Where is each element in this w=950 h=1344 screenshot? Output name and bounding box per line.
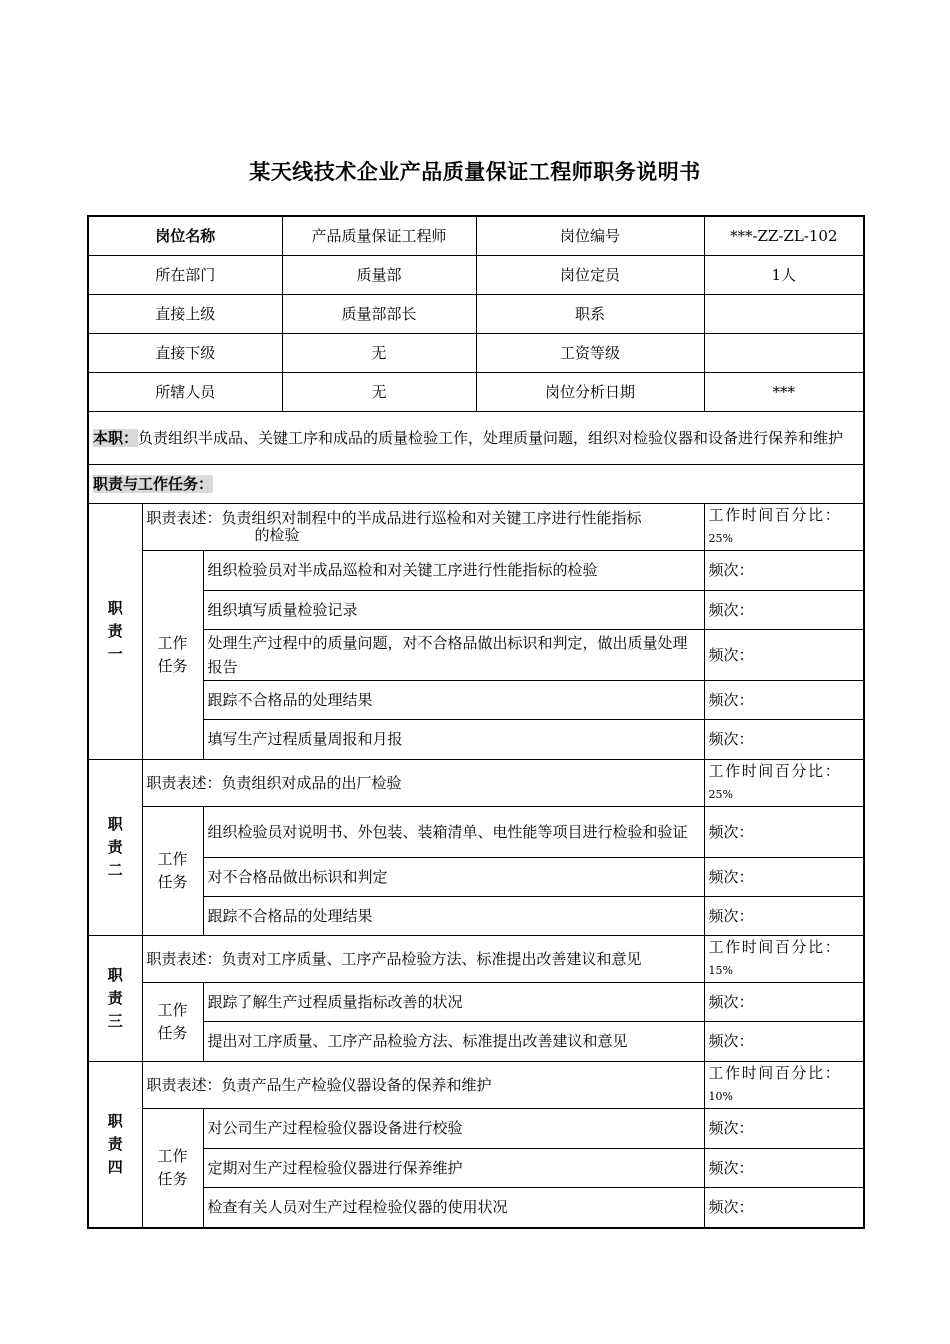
task-row — [88, 858, 864, 897]
info-label: 岗位编号 — [476, 216, 704, 256]
task-text: 提出对工序质量、工序产品检验方法、标准提出改善建议和意见 — [203, 1022, 704, 1062]
duty-name: 职 责 二 — [88, 760, 142, 936]
task-text: 跟踪不合格品的处理结果 — [203, 681, 704, 720]
frequency-cell: 频次： — [704, 1109, 864, 1149]
duty-name: 职 责 四 — [88, 1062, 142, 1228]
work-task-label: 工作 任务 — [142, 807, 203, 936]
section-header-cell — [88, 465, 864, 504]
info-value: 无 — [282, 373, 476, 412]
task-text: 对不合格品做出标识和判定 — [203, 858, 704, 897]
time-percent: 工作时间百分比： 15% — [704, 936, 864, 983]
info-row — [88, 373, 864, 412]
info-value: 质量部 — [282, 256, 476, 295]
task-row — [88, 630, 864, 681]
task-text: 跟踪了解生产过程质量指标改善的状况 — [203, 983, 704, 1022]
duty-desc-row — [88, 504, 864, 551]
frequency-cell: 频次： — [704, 681, 864, 720]
duty-description: 职责表述：负责组织对制程中的半成品进行巡检和对关键工序进行性能指标 的检验 — [142, 504, 704, 551]
time-percent: 工作时间百分比： 10% — [704, 1062, 864, 1109]
frequency-cell: 频次： — [704, 720, 864, 760]
info-label: 所辖人员 — [88, 373, 282, 412]
task-row — [88, 807, 864, 858]
info-row — [88, 334, 864, 373]
duty-description: 职责表述：负责对工序质量、工序产品检验方法、标准提出改善建议和意见 — [142, 936, 704, 983]
job-description-table — [87, 215, 865, 1229]
duty-desc-row — [88, 1062, 864, 1109]
frequency-cell: 频次： — [704, 858, 864, 897]
time-percent: 工作时间百分比： 25% — [704, 760, 864, 807]
info-label: 所在部门 — [88, 256, 282, 295]
task-row — [88, 591, 864, 630]
frequency-cell: 频次： — [704, 1188, 864, 1228]
info-value: *** — [704, 373, 864, 412]
frequency-cell: 频次： — [704, 807, 864, 858]
frequency-cell: 频次： — [704, 1022, 864, 1062]
info-label: 岗位定员 — [476, 256, 704, 295]
work-task-label: 工作 任务 — [142, 551, 203, 760]
task-text: 组织填写质量检验记录 — [203, 591, 704, 630]
section-label: 职责与工作任务： — [93, 474, 214, 493]
frequency-cell: 频次： — [704, 551, 864, 591]
info-value: 无 — [282, 334, 476, 373]
duty-desc-row — [88, 936, 864, 983]
summary-cell — [88, 412, 864, 465]
task-row — [88, 720, 864, 760]
task-row — [88, 897, 864, 936]
info-label: 岗位分析日期 — [476, 373, 704, 412]
task-row — [88, 1109, 864, 1149]
task-text: 检查有关人员对生产过程检验仪器的使用状况 — [203, 1188, 704, 1228]
duty-description: 职责表述：负责组织对成品的出厂检验 — [142, 760, 704, 807]
work-task-label: 工作 任务 — [142, 1109, 203, 1228]
info-row — [88, 256, 864, 295]
info-value — [704, 334, 864, 373]
frequency-cell: 频次： — [704, 983, 864, 1022]
info-value: 质量部部长 — [282, 295, 476, 334]
task-text: 定期对生产过程检验仪器进行保养维护 — [203, 1149, 704, 1188]
task-text: 填写生产过程质量周报和月报 — [203, 720, 704, 760]
info-value: 产品质量保证工程师 — [282, 216, 476, 256]
duty-name: 职 责 三 — [88, 936, 142, 1062]
summary-label: 本职： — [93, 429, 139, 447]
section-header-row — [88, 465, 864, 504]
info-label: 直接下级 — [88, 334, 282, 373]
task-text: 组织检验员对说明书、外包装、装箱清单、电性能等项目进行检验和验证 — [203, 807, 704, 858]
task-row — [88, 983, 864, 1022]
task-row — [88, 551, 864, 591]
task-text: 跟踪不合格品的处理结果 — [203, 897, 704, 936]
time-percent: 工作时间百分比： 25% — [704, 504, 864, 551]
frequency-cell: 频次： — [704, 897, 864, 936]
work-task-label: 工作 任务 — [142, 983, 203, 1062]
duty-description: 职责表述：负责产品生产检验仪器设备的保养和维护 — [142, 1062, 704, 1109]
info-row — [88, 216, 864, 256]
info-value: 1人 — [704, 256, 864, 295]
info-value: ***-ZZ-ZL-102 — [704, 216, 864, 256]
task-row — [88, 1188, 864, 1228]
task-row — [88, 1022, 864, 1062]
info-row — [88, 295, 864, 334]
info-label: 直接上级 — [88, 295, 282, 334]
task-text: 组织检验员对半成品巡检和对关键工序进行性能指标的检验 — [203, 551, 704, 591]
info-value — [704, 295, 864, 334]
summary-text: 负责组织半成品、关键工序和成品的质量检验工作，处理质量问题，组织对检验仪器和设备进行保养和维护 — [138, 429, 844, 447]
duty-desc-row — [88, 760, 864, 807]
info-label: 工资等级 — [476, 334, 704, 373]
info-label: 岗位名称 — [88, 216, 282, 256]
page-title: 某天线技术企业产品质量保证工程师职务说明书 — [249, 160, 701, 184]
summary-row — [88, 412, 864, 465]
task-row — [88, 681, 864, 720]
frequency-cell: 频次： — [704, 591, 864, 630]
duty-name: 职 责 一 — [88, 504, 142, 760]
task-row — [88, 1149, 864, 1188]
info-label: 职系 — [476, 295, 704, 334]
task-text: 处理生产过程中的质量问题，对不合格品做出标识和判定，做出质量处理报告 — [203, 630, 704, 681]
frequency-cell: 频次： — [704, 630, 864, 681]
task-text: 对公司生产过程检验仪器设备进行校验 — [203, 1109, 704, 1149]
frequency-cell: 频次： — [704, 1149, 864, 1188]
